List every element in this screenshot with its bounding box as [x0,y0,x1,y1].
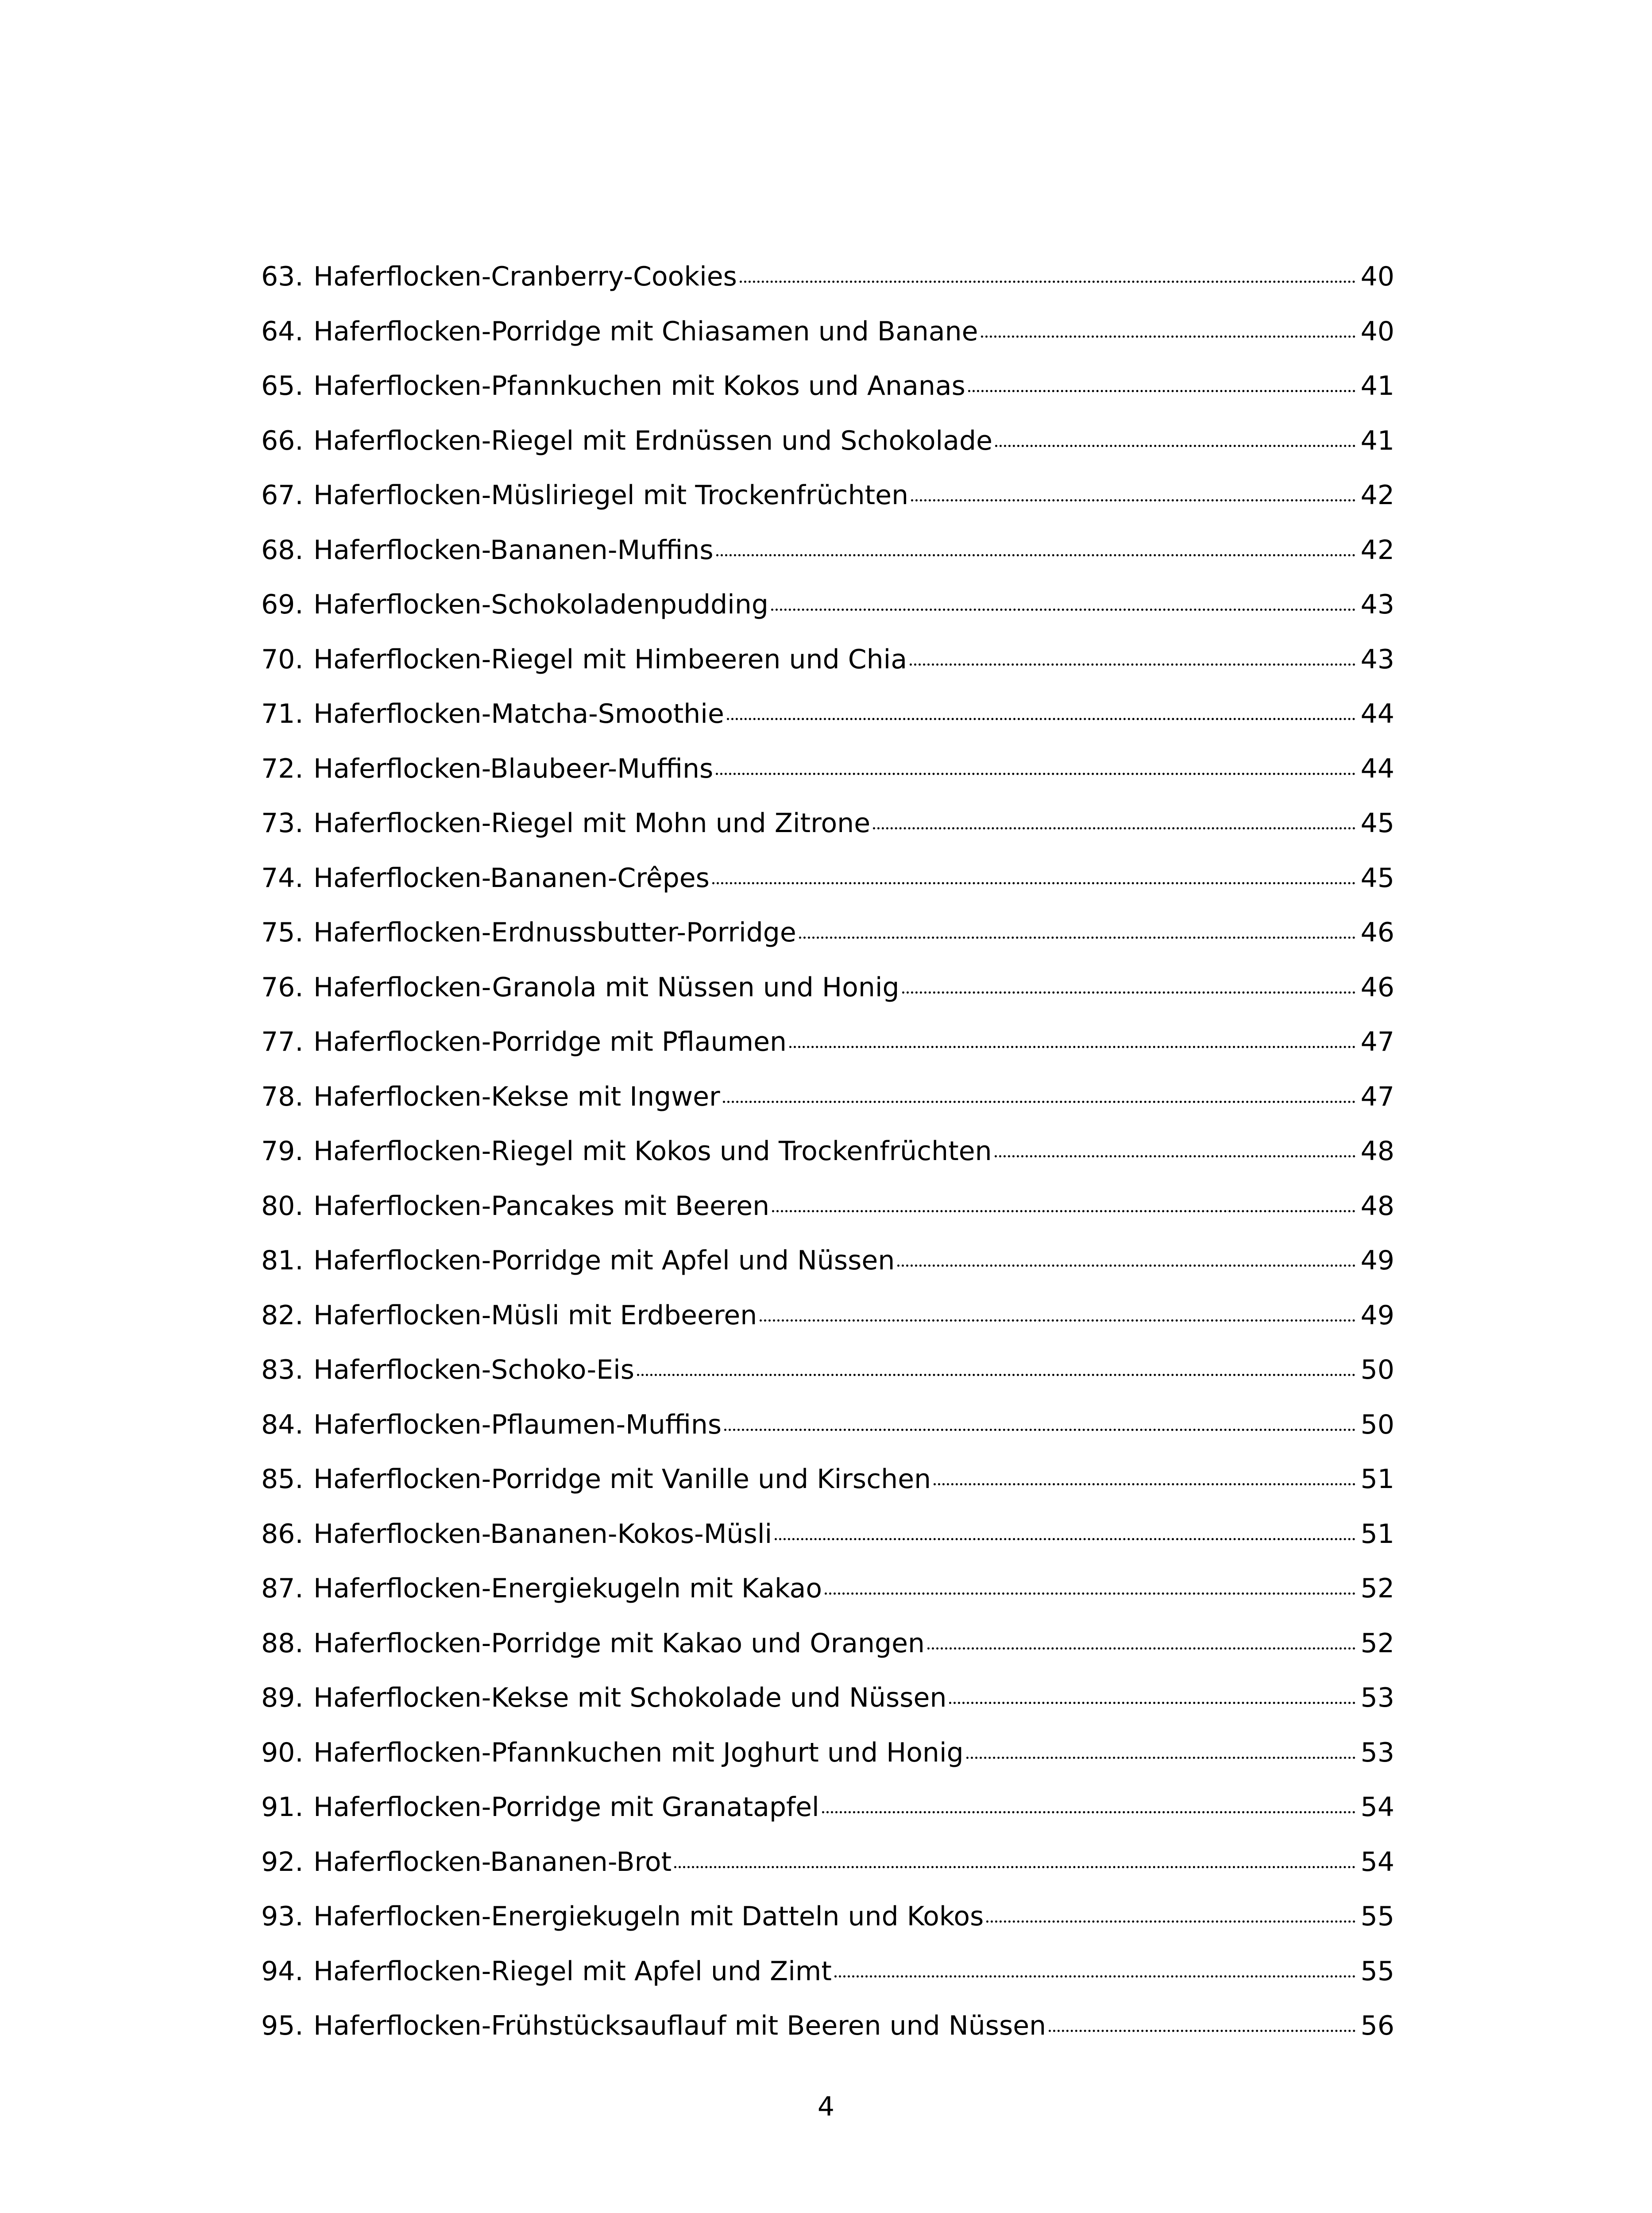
dot-leader [910,663,1355,666]
toc-entry[interactable] [261,1571,1394,1626]
dot-leader [799,937,1355,939]
toc-entry-page: 45 [1360,808,1394,839]
dot-leader [775,1538,1355,1540]
toc-entry[interactable] [261,806,1394,860]
toc-entry-number: 78. [261,1081,304,1112]
toc-entry-title: Haferflocken-Riegel mit Himbeeren und Chia [313,644,907,675]
toc-entry-number: 75. [261,917,304,948]
toc-entry-page: 52 [1360,1627,1394,1659]
toc-entry-number: 84. [261,1409,304,1440]
toc-entry-page: 56 [1360,2010,1394,2041]
dot-leader [724,1429,1355,1431]
toc-entry-number: 74. [261,862,304,894]
toc-entry[interactable] [261,532,1394,587]
toc-entry[interactable] [261,915,1394,970]
toc-entry-page: 40 [1360,316,1394,347]
toc-entry-number: 77. [261,1026,304,1057]
toc-entry-title: Haferflocken-Porridge mit Apfel und Nüssen [313,1245,895,1276]
toc-entry[interactable] [261,1079,1394,1134]
toc-entry-number: 83. [261,1354,304,1385]
toc-entry-title: Haferflocken-Porridge mit Vanille und Kirschen [313,1464,931,1495]
toc-entry[interactable] [261,423,1394,478]
toc-entry[interactable] [261,1626,1394,1681]
toc-entry-title: Haferflocken-Riegel mit Mohn und Zitrone [313,808,871,839]
toc-entry-page: 53 [1360,1682,1394,1713]
toc-entry-page: 47 [1360,1081,1394,1112]
toc-entry[interactable] [261,1188,1394,1243]
toc-entry-number: 69. [261,589,304,620]
toc-entry-number: 88. [261,1627,304,1659]
dot-leader [968,390,1355,392]
toc-entry-number: 72. [261,753,304,784]
toc-entry-page: 48 [1360,1190,1394,1222]
toc-entry[interactable] [261,751,1394,806]
toc-entry-number: 73. [261,808,304,839]
toc-entry-title: Haferflocken-Riegel mit Kokos und Trockenfrüchten [313,1136,992,1167]
toc-entry-title: Haferflocken-Schokoladenpudding [313,589,768,620]
toc-entry-title: Haferflocken-Kekse mit Schokolade und Nüssen [313,1682,947,1713]
table-of-contents [261,259,1394,2063]
toc-entry-number: 92. [261,1846,304,1878]
dot-leader [1049,2030,1355,2032]
toc-entry-number: 79. [261,1136,304,1167]
toc-entry-page: 45 [1360,862,1394,894]
toc-entry-title: Haferflocken-Frühstücksauflauf mit Beeren und Nüssen [313,2010,1046,2041]
toc-entry-page: 54 [1360,1792,1394,1823]
toc-entry-page: 41 [1360,425,1394,456]
toc-entry-number: 93. [261,1901,304,1932]
toc-entry-page: 50 [1360,1409,1394,1440]
toc-entry[interactable] [261,1243,1394,1298]
toc-entry-number: 85. [261,1464,304,1495]
toc-entry-page: 52 [1360,1573,1394,1604]
toc-entry[interactable] [261,970,1394,1025]
toc-entry-page: 40 [1360,261,1394,292]
dot-leader [740,281,1355,283]
toc-entry-title: Haferflocken-Kekse mit Ingwer [313,1081,720,1112]
dot-leader [927,1647,1355,1650]
toc-entry[interactable] [261,1024,1394,1079]
toc-entry[interactable] [261,259,1394,314]
toc-entry-title: Haferflocken-Porridge mit Kakao und Orangen [313,1627,925,1659]
dot-leader [966,1757,1355,1759]
toc-entry-page: 50 [1360,1354,1394,1385]
toc-entry[interactable] [261,1789,1394,1844]
toc-entry-title: Haferflocken-Porridge mit Pflaumen [313,1026,787,1057]
toc-entry-title: Haferflocken-Cranberry-Cookies [313,261,737,292]
toc-entry-page: 55 [1360,1901,1394,1932]
toc-entry[interactable] [261,2008,1394,2063]
dot-leader [911,499,1355,501]
toc-entry-number: 66. [261,425,304,456]
toc-entry-title: Haferflocken-Porridge mit Granatapfel [313,1792,819,1823]
toc-entry[interactable] [261,1133,1394,1188]
toc-entry-number: 89. [261,1682,304,1713]
toc-entry-number: 63. [261,261,304,292]
toc-entry-title: Haferflocken-Energiekugeln mit Kakao [313,1573,822,1604]
dot-leader [822,1811,1355,1813]
dot-leader [949,1702,1355,1704]
toc-entry[interactable] [261,368,1394,423]
dot-leader [771,609,1355,611]
toc-entry-page: 46 [1360,972,1394,1003]
toc-entry-page: 48 [1360,1136,1394,1167]
dot-leader [934,1483,1355,1485]
toc-entry-title: Haferflocken-Matcha-Smoothie [313,698,724,729]
toc-entry-title: Haferflocken-Pflaumen-Muffins [313,1409,722,1440]
dot-leader [760,1319,1355,1322]
toc-entry-page: 47 [1360,1026,1394,1057]
dot-leader [995,1155,1355,1157]
toc-entry-number: 76. [261,972,304,1003]
toc-entry[interactable] [261,1407,1394,1462]
toc-entry-number: 68. [261,534,304,566]
toc-entry[interactable] [261,314,1394,369]
toc-entry[interactable] [261,1680,1394,1735]
dot-leader [986,1920,1355,1923]
toc-entry-page: 43 [1360,589,1394,620]
toc-entry[interactable] [261,696,1394,751]
toc-entry-title: Haferflocken-Müsliriegel mit Trockenfrüchten [313,480,909,511]
toc-entry-page: 49 [1360,1299,1394,1331]
dot-leader [789,1046,1355,1048]
toc-entry-number: 80. [261,1190,304,1222]
toc-entry[interactable] [261,1844,1394,1899]
toc-entry[interactable] [261,1461,1394,1516]
toc-entry-number: 71. [261,698,304,729]
toc-entry[interactable] [261,1735,1394,1790]
toc-entry-page: 51 [1360,1518,1394,1550]
toc-entry-page: 44 [1360,753,1394,784]
dot-leader [723,1101,1355,1103]
toc-entry-title: Haferflocken-Riegel mit Erdnüssen und Schokolade [313,425,992,456]
toc-entry-title: Haferflocken-Riegel mit Apfel und Zimt [313,1955,832,1987]
toc-entry-number: 67. [261,480,304,511]
toc-entry[interactable] [261,642,1394,697]
toc-entry-title: Haferflocken-Energiekugeln mit Datteln und Kokos [313,1901,984,1932]
toc-entry-page: 41 [1360,370,1394,401]
dot-leader [716,773,1355,775]
dot-leader [772,1210,1355,1212]
dot-leader [834,1975,1355,1978]
dot-leader [825,1592,1355,1595]
toc-entry-title: Haferflocken-Granola mit Nüssen und Honig [313,972,899,1003]
toc-entry-title: Haferflocken-Pfannkuchen mit Kokos und Ananas [313,370,965,401]
toc-entry-page: 55 [1360,1955,1394,1987]
toc-entry-title: Haferflocken-Erdnussbutter-Porridge [313,917,796,948]
toc-entry[interactable] [261,860,1394,915]
toc-entry-title: Haferflocken-Bananen-Brot [313,1846,672,1878]
dot-leader [712,882,1355,884]
toc-entry[interactable] [261,478,1394,532]
toc-entry-page: 54 [1360,1846,1394,1878]
toc-entry[interactable] [261,1298,1394,1353]
toc-entry-title: Haferflocken-Bananen-Kokos-Müsli [313,1518,772,1550]
page-number: 4 [817,2091,835,2122]
toc-entry-number: 87. [261,1573,304,1604]
toc-entry-number: 82. [261,1299,304,1331]
dot-leader [897,1265,1355,1267]
toc-entry[interactable] [261,1954,1394,2009]
toc-entry-title: Haferflocken-Pancakes mit Beeren [313,1190,770,1222]
toc-entry-page: 42 [1360,534,1394,566]
toc-entry-title: Haferflocken-Müsli mit Erdbeeren [313,1299,757,1331]
toc-entry-page: 46 [1360,917,1394,948]
dot-leader [637,1374,1355,1376]
toc-entry-number: 65. [261,370,304,401]
toc-entry-page: 42 [1360,480,1394,511]
dot-leader [995,445,1355,447]
toc-entry-number: 70. [261,644,304,675]
toc-entry[interactable] [261,587,1394,642]
toc-entry-page: 51 [1360,1464,1394,1495]
toc-entry-number: 86. [261,1518,304,1550]
dot-leader [716,554,1355,556]
dot-leader [674,1866,1355,1868]
toc-entry[interactable] [261,1899,1394,1954]
dot-leader [981,335,1355,338]
toc-entry[interactable] [261,1352,1394,1407]
toc-entry-number: 91. [261,1792,304,1823]
toc-entry-title: Haferflocken-Schoko-Eis [313,1354,635,1385]
toc-entry-page: 44 [1360,698,1394,729]
toc-entry-title: Haferflocken-Blaubeer-Muffins [313,753,714,784]
toc-entry-number: 95. [261,2010,304,2041]
toc-entry-page: 43 [1360,644,1394,675]
toc-entry-number: 94. [261,1955,304,1987]
toc-entry-title: Haferflocken-Bananen-Muffins [313,534,714,566]
toc-entry-title: Haferflocken-Porridge mit Chiasamen und Banane [313,316,978,347]
toc-entry-page: 49 [1360,1245,1394,1276]
dot-leader [727,718,1355,720]
toc-entry-title: Haferflocken-Bananen-Crêpes [313,862,710,894]
dot-leader [873,827,1355,829]
toc-entry-number: 64. [261,316,304,347]
toc-entry[interactable] [261,1516,1394,1571]
toc-entry-title: Haferflocken-Pfannkuchen mit Joghurt und Honig [313,1737,964,1768]
toc-entry-number: 81. [261,1245,304,1276]
toc-entry-number: 90. [261,1737,304,1768]
dot-leader [902,991,1355,994]
toc-entry-page: 53 [1360,1737,1394,1768]
